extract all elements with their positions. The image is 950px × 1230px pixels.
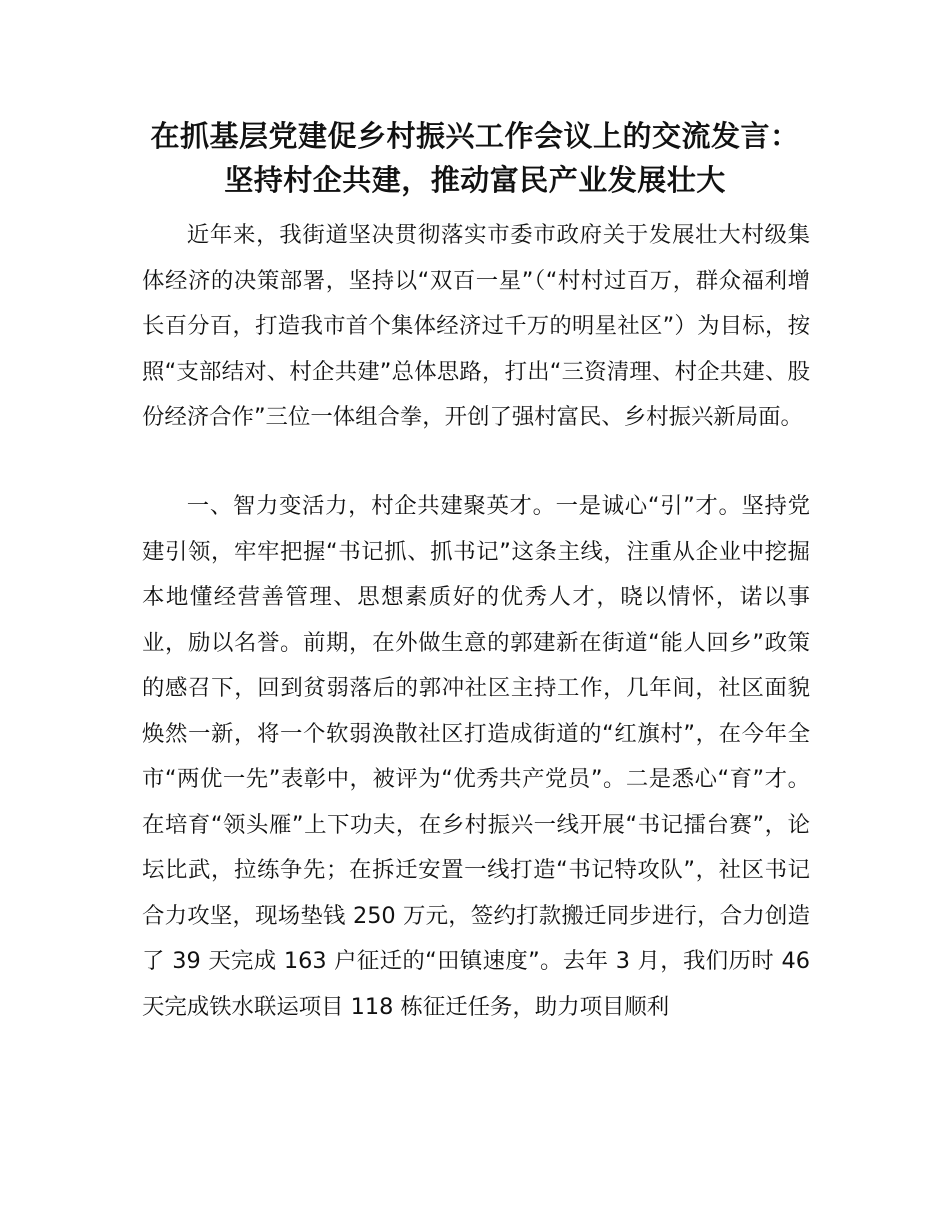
body-paragraph-2: 一、智力变活力，村企共建聚英才。一是诚心“引”才。坚持党建引领，牢牢把握“书记抓、抓书记”这条主线，注重从企业中挖掘本地懂经营善管理、思想素质好的优秀人才，晓以情怀，诺以事业，励以名誉。前期，在外做生意的郭建新在街道“能人回乡”政策的感召下，回到贫弱落后的郭冲社区主持工作，几年间，社区面貌焕然一新，将一个软弱涣散社区打造成街道的“红旗村”，在今年全市“两优一先”表彰中，被评为“优秀共产党员”。二是悉心“育”才。在培育“领头雁”上下功夫，在乡村振兴一线开展“书记擂台赛”，论坛比武，拉练争先；在拆迁安置一线打造“书记特攻队”，社区书记合力攻坚，现场垫钱 250 万元，签约打款搬迁同步进行，合力创造了 39 天完成 163 户征迁的“田镇速度”。去年 3 月，我们历时 46 天完成铁水联运项目 118 栋征迁任务，助力项目顺利 <box>142 493 810 1020</box>
body-paragraph-1: 近年来，我街道坚决贯彻落实市委市政府关于发展壮大村级集体经济的决策部署，坚持以“双百一星”（“村村过百万，群众福利增长百分百，打造我市首个集体经济过千万的明星社区”）为目标，按照“支部结对、村企共建”总体思路，打出“三资清理、村企共建、股份经济合作”三位一体组合拳，开创了强村富民、乡村振兴新局面。 <box>142 222 810 430</box>
body-paragraph-2-block <box>142 484 810 1030</box>
document-title: 在抓基层党建促乡村振兴工作会议上的交流发言：坚持村企共建，推动富民产业发展壮大 <box>150 119 800 197</box>
body-paragraph-1-block <box>142 213 810 441</box>
